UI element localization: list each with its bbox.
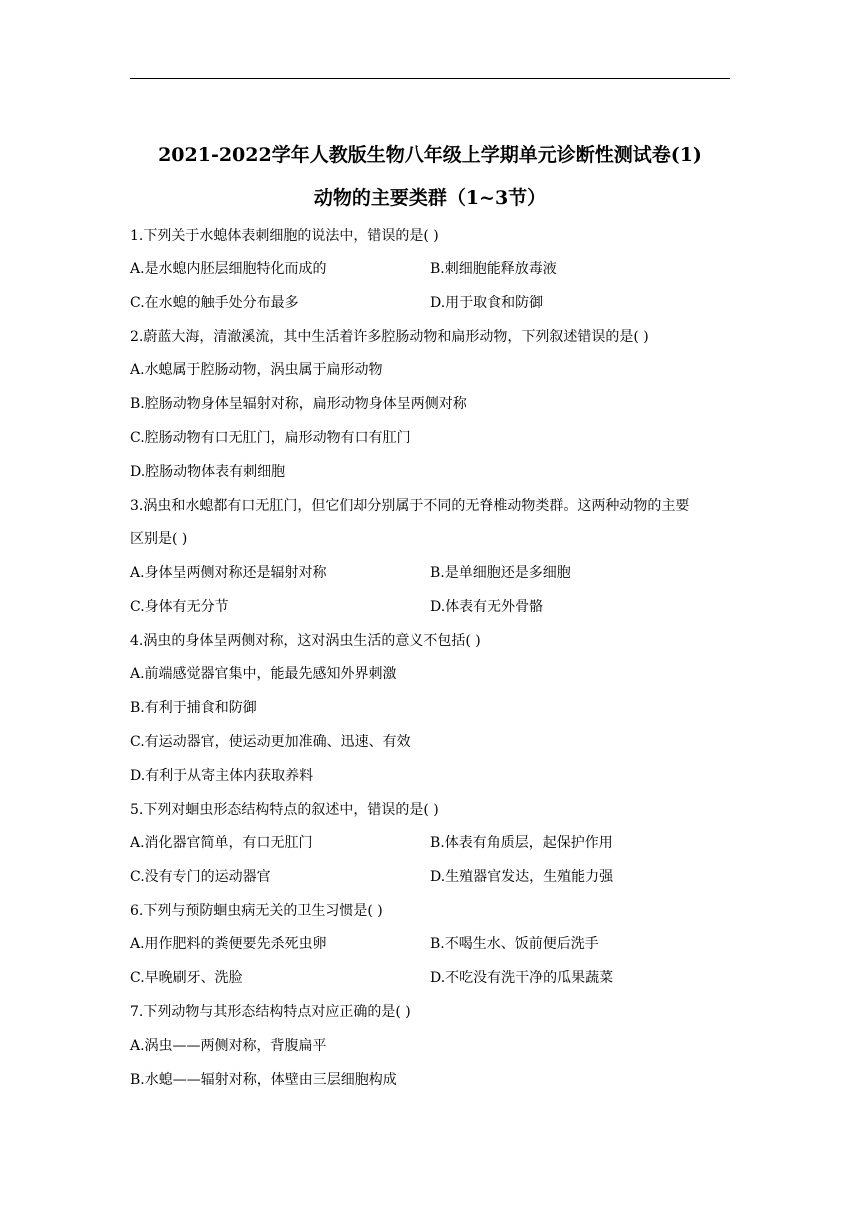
- question-1-option-c: C.在水螅的触手处分布最多: [130, 295, 299, 311]
- question-3-option-a: A.身体呈两侧对称还是辐射对称: [130, 565, 327, 581]
- question-2-option-d: D.腔肠动物体表有刺细胞: [130, 464, 286, 480]
- question-3-option-b: B.是单细胞还是多细胞: [430, 565, 571, 581]
- page-subtitle: 动物的主要类群（1~3节）: [313, 187, 547, 209]
- question-2-option-a: A.水螅属于腔肠动物，涡虫属于扁形动物: [130, 362, 383, 378]
- question-4-option-d: D.有利于从寄主体内获取养料: [130, 768, 314, 784]
- question-3-stem-line-2: 区别是( ): [130, 531, 188, 547]
- question-7-option-a: A.涡虫——两侧对称，背腹扁平: [130, 1038, 327, 1054]
- question-6-stem: 6.下列与预防蛔虫病无关的卫生习惯是( ): [130, 903, 383, 919]
- question-7-stem: 7.下列动物与其形态结构特点对应正确的是( ): [130, 1004, 411, 1020]
- question-1-option-b: B.刺细胞能释放毒液: [430, 261, 557, 277]
- question-5-stem: 5.下列对蛔虫形态结构特点的叙述中，错误的是( ): [130, 802, 439, 818]
- question-2-option-c: C.腔肠动物有口无肛门，扁形动物有口有肛门: [130, 430, 411, 446]
- question-7-option-b: B.水螅——辐射对称，体壁由三层细胞构成: [130, 1072, 397, 1088]
- question-5-option-b: B.体表有角质层，起保护作用: [430, 835, 613, 851]
- header-rule: [130, 78, 730, 79]
- question-2-stem: 2.蔚蓝大海，清澈溪流，其中生活着许多腔肠动物和扁形动物，下列叙述错误的是( ): [130, 329, 649, 345]
- question-6-option-a: A.用作肥料的粪便要先杀死虫卵: [130, 936, 327, 952]
- question-1-option-d: D.用于取食和防御: [430, 295, 544, 311]
- question-3-option-c: C.身体有无分节: [130, 599, 229, 615]
- question-4-option-c: C.有运动器官，使运动更加准确、迅速、有效: [130, 734, 411, 750]
- question-5-option-c: C.没有专门的运动器官: [130, 869, 271, 885]
- question-6-option-b: B.不喝生水、饭前便后洗手: [430, 936, 599, 952]
- question-6-option-d: D.不吃没有洗干净的瓜果蔬菜: [430, 970, 614, 986]
- question-2-option-b: B.腔肠动物身体呈辐射对称，扁形动物身体呈两侧对称: [130, 396, 467, 412]
- question-5-option-d: D.生殖器官发达，生殖能力强: [430, 869, 614, 885]
- question-4-option-b: B.有利于捕食和防御: [130, 700, 257, 716]
- page-title: 2021-2022学年人教版生物八年级上学期单元诊断性测试卷(1): [158, 144, 702, 166]
- question-3-option-d: D.体表有无外骨骼: [430, 599, 544, 615]
- question-5-option-a: A.消化器官简单，有口无肛门: [130, 835, 313, 851]
- question-3-stem-line-1: 3.涡虫和水螅都有口无肛门，但它们却分别属于不同的无脊椎动物类群。这两种动物的主要: [130, 498, 690, 514]
- question-4-stem: 4.涡虫的身体呈两侧对称，这对涡虫生活的意义不包括( ): [130, 633, 481, 649]
- question-4-option-a: A.前端感觉器官集中，能最先感知外界刺激: [130, 666, 397, 682]
- question-6-option-c: C.早晚刷牙、洗脸: [130, 970, 243, 986]
- question-1-stem: 1.下列关于水螅体表刺细胞的说法中，错误的是( ): [130, 228, 439, 244]
- question-1-option-a: A.是水螅内胚层细胞特化而成的: [130, 261, 327, 277]
